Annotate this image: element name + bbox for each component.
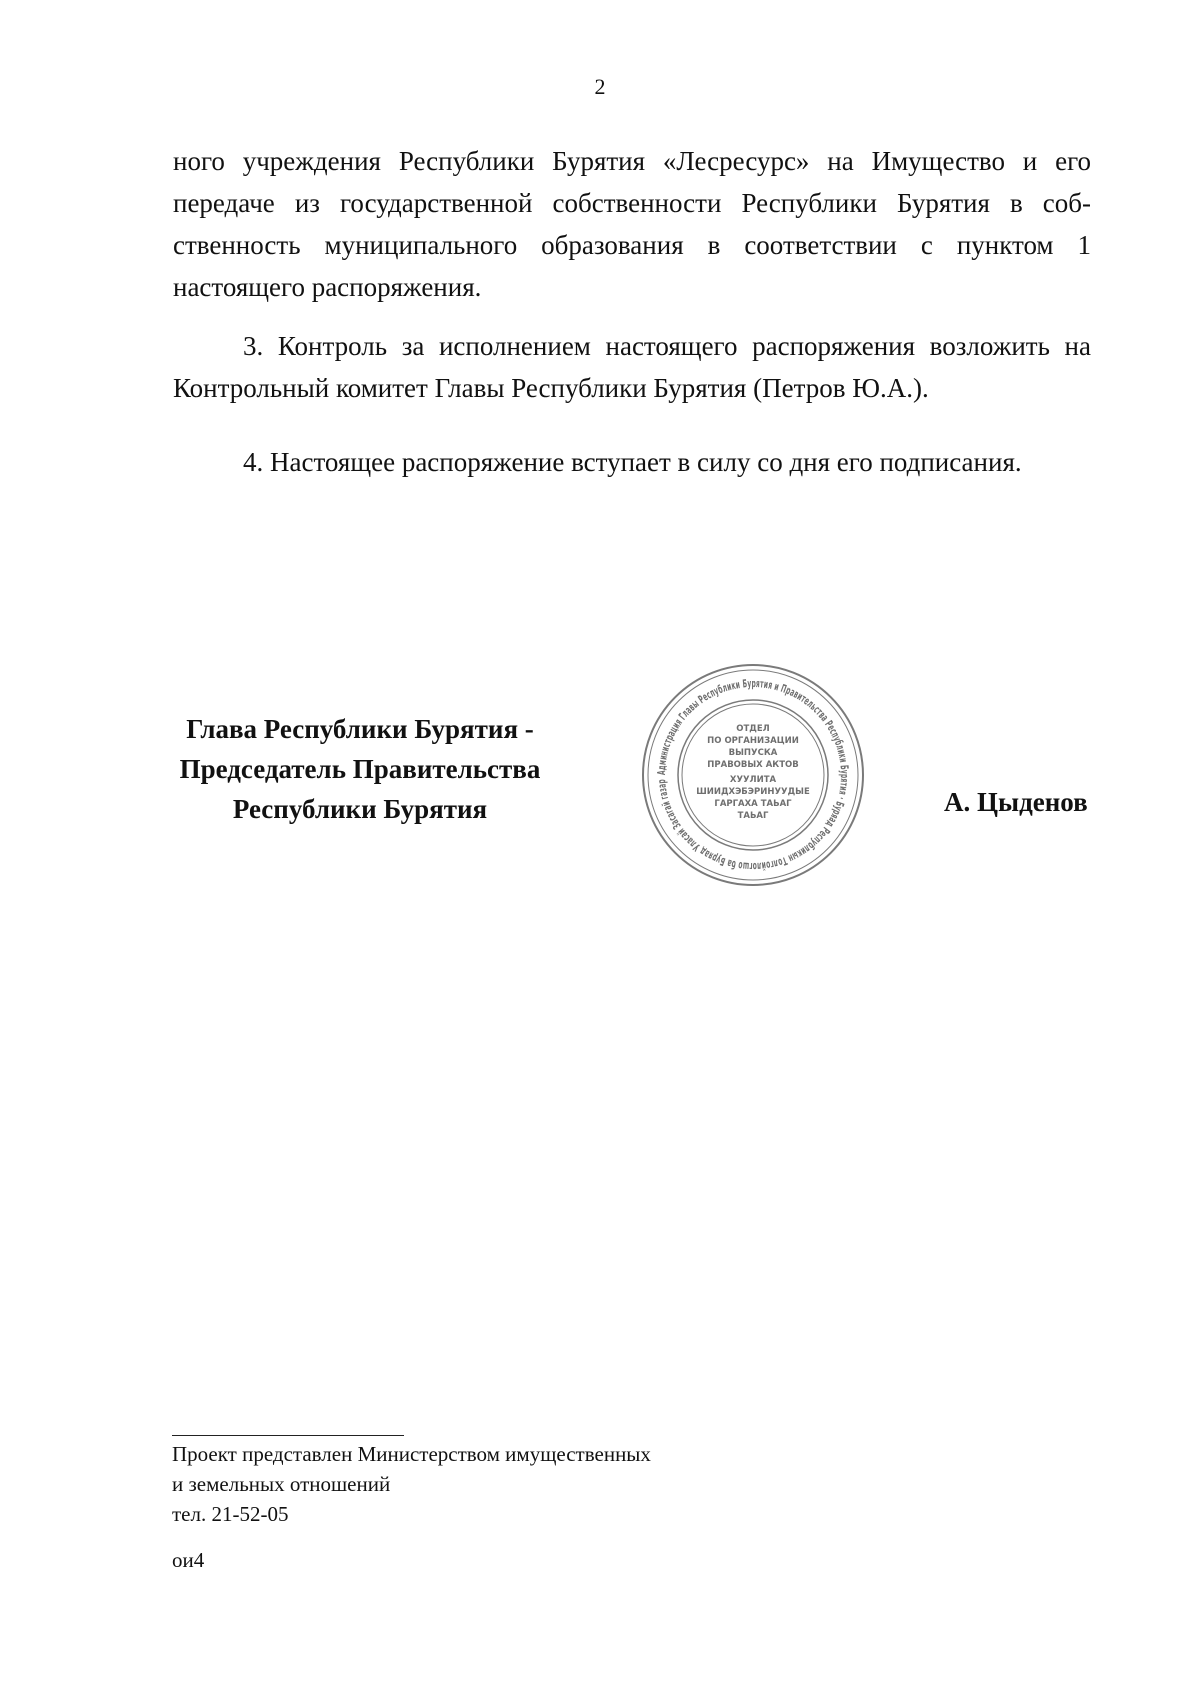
page-number: 2 [594, 74, 606, 99]
paragraph-3: 3. Контроль за исполнением настоящего распоряжения возложить на Контрольный комитет Главы Республики Бурятия (Петров Ю.А.). [173, 331, 1091, 403]
stamp-center-line-8: ТАЬАГ [737, 811, 769, 821]
stamp-center-line-2: ПО ОРГАНИЗАЦИИ [707, 736, 799, 746]
signatory-title-line-3: Республики Бурятия [232, 794, 488, 824]
footnote-line-1: Проект представлен Министерством имущественных [172, 1442, 651, 1466]
footnote-divider [172, 1435, 404, 1436]
footnote-line-2: и земельных отношений [172, 1472, 391, 1496]
document-code: ои4 [172, 1548, 205, 1572]
stamp-center-line-4: ПРАВОВЫХ АКТОВ [707, 760, 799, 770]
paragraph-continuation: ного учреждения Республики Бурятия «Лесресурс» на Имущество и его передаче из государственной собственности Республики Бурятия в соб-ственность муниципального образования в соответствии с пунктом 1 настоящего распоряжения. [173, 146, 1091, 302]
signatory-title-line-2: Председатель Правительства [179, 754, 541, 784]
stamp-center-line-5: ХУУЛИТА [729, 775, 777, 785]
stamp-center-line-6: ШИИДХЭБЭРИНУУДЫЕ [696, 787, 810, 797]
paragraph-4: 4. Настоящее распоряжение вступает в силу со дня его подписания. [243, 447, 1022, 477]
stamp-ring-text: Администрация Главы Республики Бурятия и Правительства Республики Бурятия · Буряад Республикын Толгойлогшо ба Буряад Уласай Засагай газар [654, 676, 852, 874]
signatory-title [160, 709, 560, 829]
signatory-name: А. Цыденов [944, 787, 1088, 817]
footnote [172, 1439, 651, 1529]
official-stamp [640, 662, 866, 888]
stamp-center-line-1: ОТДЕЛ [736, 724, 770, 734]
stamp-center-line-7: ГАРГАХА ТАЬАГ [714, 799, 792, 809]
stamp-center-line-3: ВЫПУСКА [728, 748, 778, 758]
footnote-phone: тел. 21-52-05 [172, 1502, 289, 1526]
signatory-title-line-1: Глава Республики Бурятия - [186, 714, 534, 744]
